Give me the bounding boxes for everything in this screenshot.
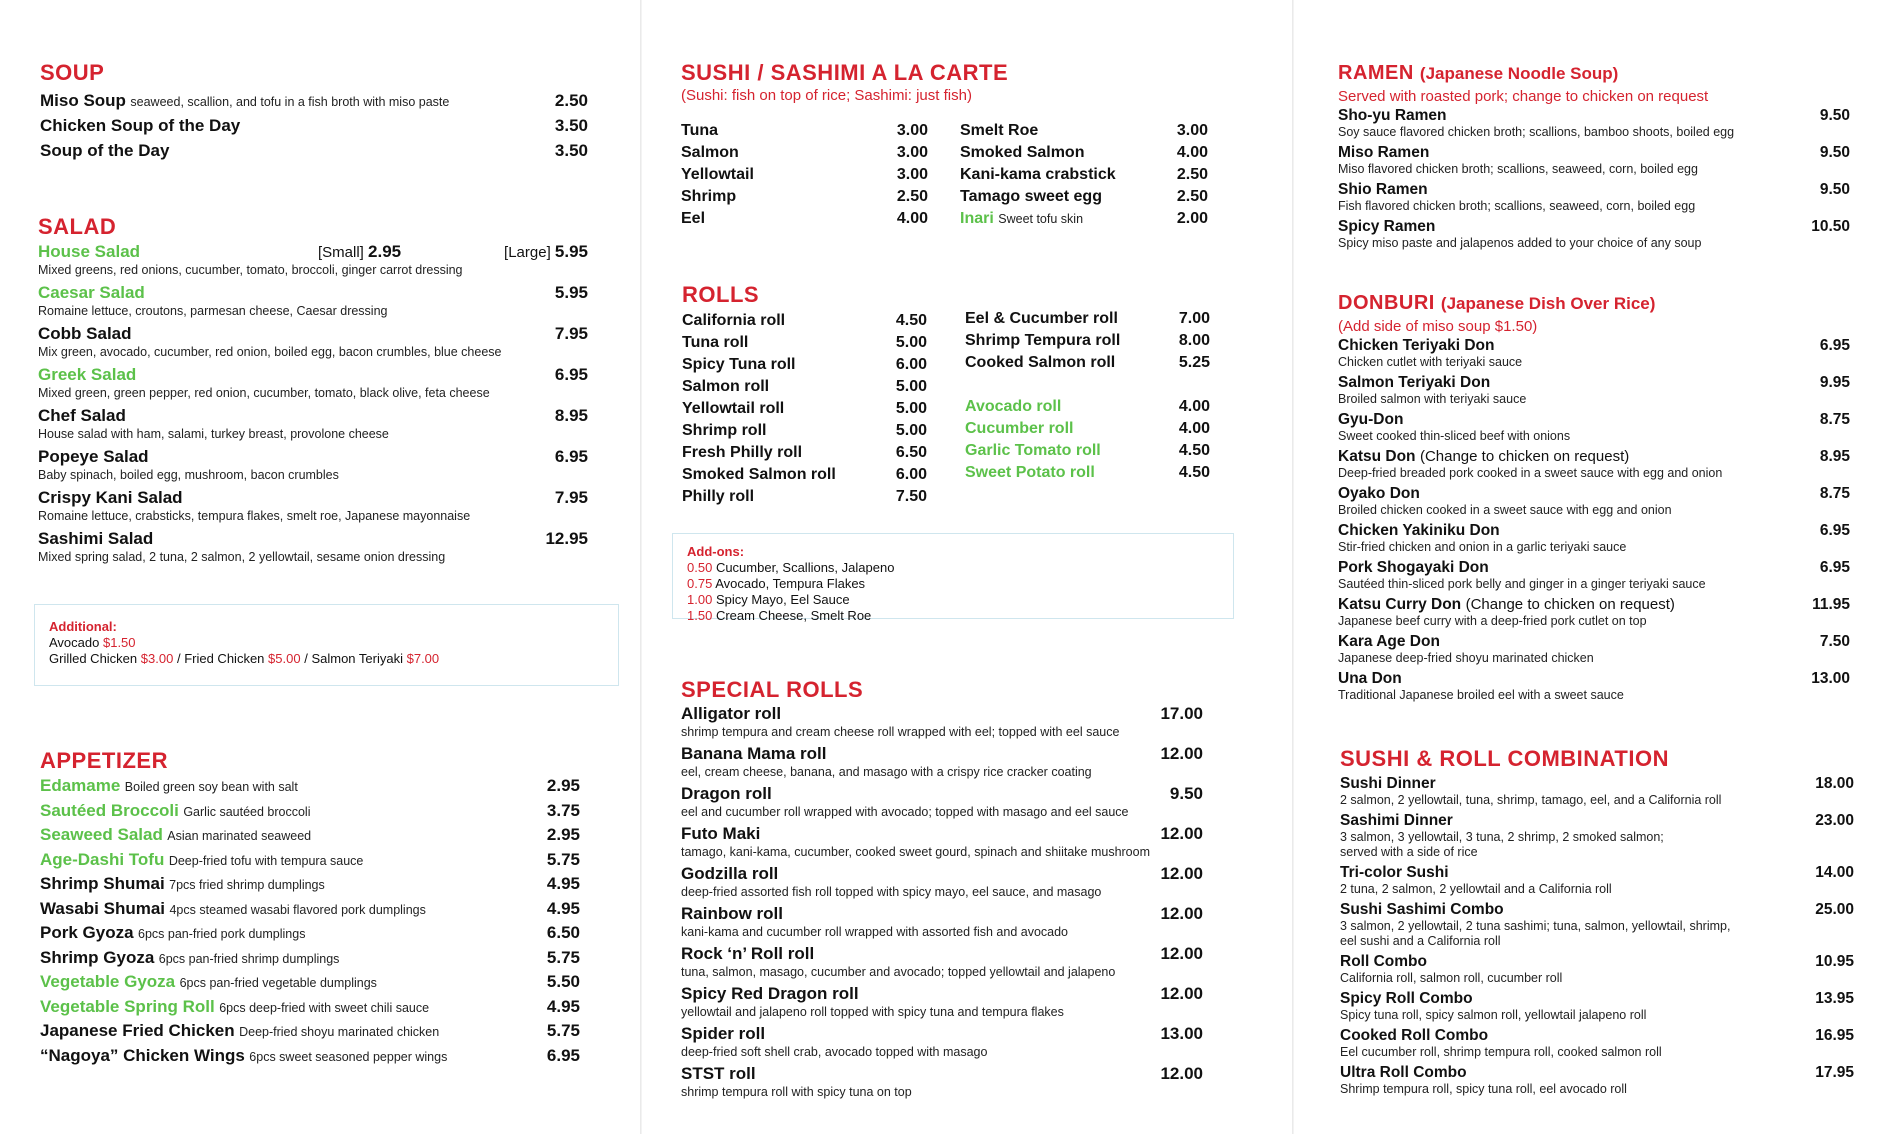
sushi-item: Eel 4.00 <box>681 210 928 227</box>
roll-item: Cucumber roll 4.00 <box>965 420 1210 437</box>
appetizer-item: Shrimp Gyoza 6pcs pan-fried shrimp dumplings 5.75 <box>40 947 580 967</box>
donburi-item: Chicken Teriyaki Don 6.95 <box>1338 337 1850 354</box>
combo-item: Sashimi Dinner 23.00 <box>1340 812 1854 829</box>
special-rolls-heading: SPECIAL ROLLS <box>681 677 864 702</box>
appetizer-item: Vegetable Spring Roll 6pcs deep-fried with sweet chili sauce 4.95 <box>40 996 580 1016</box>
salad-item: Crispy Kani Salad 7.95 <box>38 488 588 507</box>
roll-item: Fresh Philly roll 6.50 <box>682 444 927 461</box>
special-roll-item: Rock ‘n’ Roll roll 12.00 <box>681 944 1203 963</box>
special-roll-item: Alligator roll 17.00 <box>681 704 1203 723</box>
ramen-heading: RAMEN <box>1338 62 1414 84</box>
salad-section: SALAD House Salad [Small] 2.95 [Large] 5.95 Mixed greens, red onions, cucumber, tomato, broccoli, ginger carrot dressing Caesar Salad 5.95 Romaine lettuce, croutons, parmesan cheese, Caesar dressing Cobb Salad 7.95 Mix green, avocado, cucumber, red onion, boiled egg, bacon crumbles, blue cheese Greek Salad 6.95 Mixed green, green pepper, red onion, cucumber, tomato, black olive, feta cheese Chef Salad 8.95 House salad with ham, salami, turkey breast, provolone cheese Popeye Salad 6.95 Baby spinach, boiled egg, mushroom, bacon crumbles Crispy Kani Salad 7.95 Romaine lettuce, crabsticks, tempura flakes, smelt roe, Japanese mayonnaise Sashimi Salad 12.95 Mixed spring salad, 2 tuna, 2 salmon, 2 yellowtail, sesame onion dressing <box>38 214 588 564</box>
salad-item: Popeye Salad 6.95 <box>38 447 588 466</box>
salad-item: Caesar Salad 5.95 <box>38 283 588 302</box>
combination-section: SUSHI & ROLL COMBINATION Sushi Dinner 18.00 2 salmon, 2 yellowtail, tuna, shrimp, tamago, eel, and a California roll Sashimi Dinner 23.00 3 salmon, 3 yellowtail, 3 tuna, 2 shrimp, 2 smoked salmon; served with a side of rice Tri-color Sushi 14.00 2 tuna, 2 salmon, 2 yellowtail and a California roll Sushi Sashimi Combo 25.00 3 salmon, 2 yellowtail, 2 tuna sashimi; tuna, salmon, yellowtail, shrimp, eel sushi and a California roll Roll Combo 10.95 California roll, salmon roll, cucumber roll Spicy Roll Combo 13.95 Spicy tuna roll, spicy salmon roll, yellowtail jalapeno roll Cooked Roll Combo 16.95 Eel cucumber roll, shrimp tempura roll, cooked salmon roll Ultra Roll Combo 17.95 Shrimp tempura roll, spicy tuna roll, eel avocado roll <box>1340 746 1854 1096</box>
salad-item-house: House Salad [Small] 2.95 [Large] 5.95 <box>38 242 588 261</box>
sushi-item: Smoked Salmon 4.00 <box>960 144 1208 161</box>
appetizer-item: Wasabi Shumai 4pcs steamed wasabi flavored pork dumplings 4.95 <box>40 898 580 918</box>
sushi-item: Yellowtail 3.00 <box>681 166 928 183</box>
roll-item: Avocado roll 4.00 <box>965 398 1210 415</box>
combo-item: Sushi Sashimi Combo 25.00 <box>1340 901 1854 918</box>
donburi-item: Salmon Teriyaki Don 9.95 <box>1338 374 1850 391</box>
appetizer-item: Japanese Fried Chicken Deep-fried shoyu marinated chicken 5.75 <box>40 1021 580 1040</box>
roll-item: Yellowtail roll 5.00 <box>682 400 927 417</box>
middle-panel <box>642 0 1292 1134</box>
combo-item: Roll Combo 10.95 <box>1340 953 1854 970</box>
rolls-col-2 <box>965 308 1210 484</box>
soup-item: Miso Soup seaweed, scallion, and tofu in a fish broth with miso paste 2.50 <box>40 91 588 110</box>
sushi-heading: SUSHI / SASHIMI A LA CARTE <box>681 60 1009 85</box>
rolls-col-1 <box>682 310 927 508</box>
sushi-col-2 <box>960 120 1208 230</box>
soup-item: Soup of the Day 3.50 <box>40 141 588 160</box>
donburi-item: Oyako Don 8.75 <box>1338 485 1850 502</box>
salad-heading: SALAD <box>38 214 117 239</box>
donburi-heading: DONBURI <box>1338 292 1435 314</box>
sushi-sashimi-section <box>681 60 1241 232</box>
soup-section <box>40 60 588 163</box>
special-roll-item: STST roll 12.00 <box>681 1064 1203 1083</box>
sushi-item: Kani-kama crabstick 2.50 <box>960 166 1208 183</box>
sushi-item: Smelt Roe 3.00 <box>960 122 1208 139</box>
sushi-note: (Sushi: fish on top of rice; Sashimi: just fish) <box>681 87 972 104</box>
appetizer-item: Age-Dashi Tofu Deep-fried tofu with tempura sauce 5.75 <box>40 849 580 869</box>
donburi-item: Kara Age Don 7.50 <box>1338 633 1850 650</box>
rolls-heading: ROLLS <box>682 282 760 307</box>
roll-item: Tuna roll 5.00 <box>682 334 927 351</box>
special-roll-item: Dragon roll 9.50 <box>681 784 1203 803</box>
donburi-item: Una Don 13.00 <box>1338 670 1850 687</box>
roll-item: Shrimp roll 5.00 <box>682 422 927 439</box>
combo-item: Ultra Roll Combo 17.95 <box>1340 1064 1854 1081</box>
donburi-item: Katsu Don (Change to chicken on request) 8.95 <box>1338 448 1850 465</box>
soup-item: Chicken Soup of the Day 3.50 <box>40 116 588 135</box>
ramen-item: Miso Ramen 9.50 <box>1338 144 1850 161</box>
roll-item: California roll 4.50 <box>682 312 927 329</box>
ramen-item: Shio Ramen 9.50 <box>1338 181 1850 198</box>
sushi-item: Salmon 3.00 <box>681 144 928 161</box>
soup-heading: SOUP <box>40 60 105 85</box>
sushi-item: Shrimp 2.50 <box>681 188 928 205</box>
special-roll-item: Futo Maki 12.00 <box>681 824 1203 843</box>
special-roll-item: Spicy Red Dragon roll 12.00 <box>681 984 1203 1003</box>
sushi-col-1 <box>681 120 928 230</box>
donburi-item: Chicken Yakiniku Don 6.95 <box>1338 522 1850 539</box>
roll-item: Smoked Salmon roll 6.00 <box>682 466 927 483</box>
ramen-section: RAMEN (Japanese Noodle Soup) Served with roasted pork; change to chicken on request Sho-yu Ramen 9.50 Soy sauce flavored chicken broth; scallions, bamboo shoots, boiled egg Miso Ramen 9.50 Miso flavored chicken broth; scallions, seaweed, corn, boiled egg Shio Ramen 9.50 Fish flavored chicken broth; scallions, seaweed, corn, boiled egg Spicy Ramen 10.50 Spicy miso paste and jalapenos added to your choice of any soup <box>1338 62 1850 250</box>
special-roll-item: Spider roll 13.00 <box>681 1024 1203 1043</box>
combo-item: Spicy Roll Combo 13.95 <box>1340 990 1854 1007</box>
salad-item: Sashimi Salad 12.95 <box>38 529 588 548</box>
donburi-note: (Add side of miso soup $1.50) <box>1338 318 1538 335</box>
special-roll-item: Godzilla roll 12.00 <box>681 864 1203 883</box>
combo-item: Sushi Dinner 18.00 <box>1340 775 1854 792</box>
special-roll-item: Rainbow roll 12.00 <box>681 904 1203 923</box>
appetizer-section <box>40 748 580 1068</box>
roll-item: Garlic Tomato roll 4.50 <box>965 442 1210 459</box>
ramen-item: Sho-yu Ramen 9.50 <box>1338 107 1850 124</box>
appetizer-item: Edamame Boiled green soy bean with salt 2.95 <box>40 776 580 795</box>
right-panel <box>1294 0 1887 1134</box>
addons-box: Add-ons: 0.50 Cucumber, Scallions, Jalapeno 0.75 Avocado, Tempura Flakes 1.00 Spicy Mayo, Eel Sauce 1.50 Cream Cheese, Smelt Roe <box>672 533 1234 619</box>
donburi-item: Katsu Curry Don (Change to chicken on request) 11.95 <box>1338 596 1850 613</box>
donburi-section: DONBURI (Japanese Dish Over Rice) (Add side of miso soup $1.50) Chicken Teriyaki Don 6.95 Chicken cutlet with teriyaki sauce Salmon Teriyaki Don 9.95 Broiled salmon with teriyaki sauce Gyu-Don 8.75 Sweet cooked thin-sliced beef with onions Katsu Don (Change to chicken on request) 8.95 Deep-fried breaded pork cooked in a sweet sauce with egg and onion Oyako Don 8.75 Broiled chicken cooked in a sweet sauce with egg and onion Chicken Yakiniku Don 6.95 Stir-fried chicken and onion in a garlic teriyaki sauce Pork Shogayaki Don 6.95 Sautéed thin-sliced pork belly and ginger in a ginger teriyaki sauce Katsu Curry Don (Change to chicken on request) 11.95 Japanese beef curry with a deep-fried pork cutlet on top Kara Age Don 7.50 Japanese deep-fried shoyu marinated chicken Una Don 13.00 Traditional Japanese broiled eel with a sweet sauce <box>1338 292 1850 702</box>
ramen-item: Spicy Ramen 10.50 <box>1338 218 1850 235</box>
roll-item: Cooked Salmon roll 5.25 <box>965 354 1210 371</box>
combo-item: Tri-color Sushi 14.00 <box>1340 864 1854 881</box>
donburi-item: Gyu-Don 8.75 <box>1338 411 1850 428</box>
combination-heading: SUSHI & ROLL COMBINATION <box>1340 746 1669 771</box>
salad-item: Cobb Salad 7.95 <box>38 324 588 343</box>
rolls-section <box>682 282 1242 510</box>
special-rolls-section: SPECIAL ROLLS Alligator roll 17.00 shrimp tempura and cream cheese roll wrapped with eel; topped with eel sauce Banana Mama roll 12.00 eel, cream cheese, banana, and masago with a crispy rice cracker coating Dragon roll 9.50 eel and cucumber roll wrapped with avocado; topped with masago and eel sauce Futo Maki 12.00 tamago, kani-kama, cucumber, cooked sweet gourd, spinach and shiitake mushroom Godzilla roll 12.00 deep-fried assorted fish roll topped with spicy mayo, eel sauce, and masago Rainbow roll 12.00 kani-kama and cucumber roll wrapped with assorted fish and avocado Rock ‘n’ Roll roll 12.00 tuna, salmon, masago, cucumber and avocado; topped yellowtail and jalapeno Spicy Red Dragon roll 12.00 yellowtail and jalapeno roll topped with spicy tuna and tempura flakes Spider roll 13.00 deep-fried soft shell crab, avocado topped with masago STST roll 12.00 shrimp tempura roll with spicy tuna on top <box>681 677 1203 1099</box>
donburi-item: Pork Shogayaki Don 6.95 <box>1338 559 1850 576</box>
salad-item: Chef Salad 8.95 <box>38 406 588 425</box>
appetizer-item: Seaweed Salad Asian marinated seaweed 2.95 <box>40 825 580 844</box>
appetizer-heading: APPETIZER <box>40 748 168 773</box>
left-panel <box>0 0 640 1134</box>
roll-item: Philly roll 7.50 <box>682 488 927 505</box>
roll-item: Shrimp Tempura roll 8.00 <box>965 332 1210 349</box>
sushi-item: Tuna 3.00 <box>681 122 928 139</box>
roll-item: Eel & Cucumber roll 7.00 <box>965 310 1210 327</box>
ramen-note: Served with roasted pork; change to chicken on request <box>1338 88 1709 105</box>
roll-item: Spicy Tuna roll 6.00 <box>682 356 927 373</box>
combo-item: Cooked Roll Combo 16.95 <box>1340 1027 1854 1044</box>
salad-additional-box: Additional: Avocado $1.50 Grilled Chicken $3.00 / Fried Chicken $5.00 / Salmon Teriyaki $7.00 <box>34 604 619 686</box>
appetizer-item: Shrimp Shumai 7pcs fried shrimp dumplings 4.95 <box>40 874 580 893</box>
appetizer-item: Pork Gyoza 6pcs pan-fried pork dumplings 6.50 <box>40 923 580 942</box>
appetizer-item: “Nagoya” Chicken Wings 6pcs sweet seasoned pepper wings 6.95 <box>40 1045 580 1065</box>
special-roll-item: Banana Mama roll 12.00 <box>681 744 1203 763</box>
roll-item: Salmon roll 5.00 <box>682 378 927 395</box>
sushi-item: Inari Sweet tofu skin 2.00 <box>960 210 1208 227</box>
roll-item: Sweet Potato roll 4.50 <box>965 464 1210 481</box>
appetizer-item: Vegetable Gyoza 6pcs pan-fried vegetable dumplings 5.50 <box>40 972 580 991</box>
appetizer-item: Sautéed Broccoli Garlic sautéed broccoli 3.75 <box>40 800 580 820</box>
sushi-item: Tamago sweet egg 2.50 <box>960 188 1208 205</box>
salad-item: Greek Salad 6.95 <box>38 365 588 384</box>
